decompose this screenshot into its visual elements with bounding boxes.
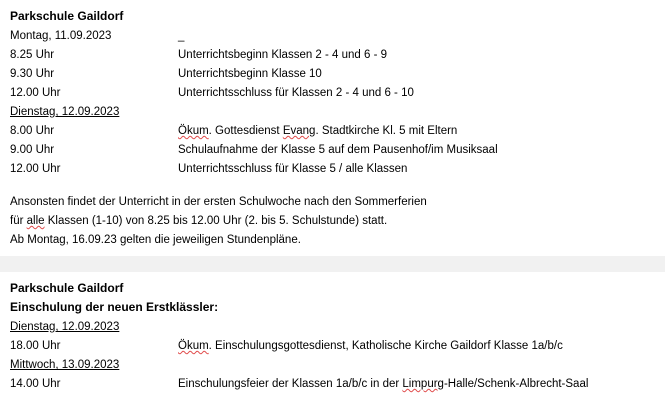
schedule-time: 18.00 Uhr	[10, 340, 61, 352]
section1-day2-date: Dienstag, 12.09.2023	[10, 106, 120, 118]
schedule-time: 9.30 Uhr	[10, 68, 55, 80]
section2-day2-date: Mittwoch, 13.09.2023	[10, 359, 120, 371]
schedule-row	[10, 65, 655, 84]
schedule-desc	[178, 375, 655, 394]
section1-day1-trailing: _	[178, 30, 185, 42]
schedule-time: 8.25 Uhr	[10, 49, 55, 61]
section2-day2-date-row	[10, 356, 655, 375]
schedule-desc-mid: . Gottesdienst	[208, 125, 283, 137]
schedule-desc-post: -Halle/Schenk-Albrecht-Saal	[443, 378, 589, 390]
schedule-row	[10, 46, 655, 65]
schedule-time: 9.00 Uhr	[10, 144, 55, 156]
schedule-desc-post: . Stadtkirche Kl. 5 mit Eltern	[315, 125, 458, 137]
section2-title: Parkschule Gaildorf	[10, 281, 124, 295]
note-line-2	[10, 212, 655, 231]
section2-day1-date: Dienstag, 12.09.2023	[10, 321, 120, 333]
schedule-desc: Unterrichtsschluss für Klasse 5 / alle Klassen	[178, 163, 408, 175]
section1-day1-date-row	[10, 27, 655, 46]
schedule-row	[10, 141, 655, 160]
schedule-desc: Unterrichtsschluss für Klassen 2 - 4 und 6 - 10	[178, 87, 414, 99]
schedule-row	[10, 375, 655, 394]
section-einschulung	[10, 272, 655, 394]
schedule-desc-post: . Einschulungsgottesdienst, Katholische Kirche Gaildorf Klasse 1a/b/c	[208, 340, 563, 352]
schedule-row	[10, 84, 655, 103]
spacer	[10, 179, 655, 193]
schedule-desc-pre: Einschulungsfeier der Klassen 1a/b/c in der	[178, 378, 403, 390]
schedule-row	[10, 337, 655, 356]
schedule-time: 12.00 Uhr	[10, 163, 61, 175]
note-line-2-post: Klassen (1-10) von 8.25 bis 12.00 Uhr (2. bis 5. Schulstunde) statt.	[44, 215, 388, 227]
schedule-time: 12.00 Uhr	[10, 87, 61, 99]
spellcheck-word: Limpurg	[402, 378, 444, 390]
note-line-3: Ab Montag, 16.09.23 gelten die jeweiligen Stundenpläne.	[10, 234, 301, 246]
note-line-2-pre: für	[10, 215, 27, 227]
spellcheck-word: Ökum	[178, 340, 209, 352]
section2-day1-date-row	[10, 318, 655, 337]
schedule-desc	[178, 337, 655, 356]
schedule-desc: Schulaufnahme der Klasse 5 auf dem Pausenhof/im Musiksaal	[178, 144, 498, 156]
section1-day2-date-row	[10, 103, 655, 122]
schedule-row	[10, 160, 655, 179]
schedule-desc	[178, 122, 655, 141]
spellcheck-word: Ökum	[178, 125, 209, 137]
section-school-start	[10, 8, 655, 250]
schedule-time: 14.00 Uhr	[10, 378, 61, 390]
section2-subtitle: Einschulung der neuen Erstklässler:	[10, 300, 219, 314]
section1-day1-date: Montag, 11.09.2023	[10, 30, 112, 42]
spellcheck-word: Evang	[282, 125, 316, 137]
page-separator	[0, 256, 665, 272]
section1-title: Parkschule Gaildorf	[10, 9, 124, 23]
schedule-desc: Unterrichtsbeginn Klasse 10	[178, 68, 322, 80]
schedule-row	[10, 122, 655, 141]
note-line-1: Ansonsten findet der Unterricht in der ersten Schulwoche nach den Sommerferien	[10, 196, 427, 208]
spellcheck-word: alle	[26, 215, 45, 227]
schedule-time: 8.00 Uhr	[10, 125, 55, 137]
schedule-desc: Unterrichtsbeginn Klassen 2 - 4 und 6 - 9	[178, 49, 388, 61]
